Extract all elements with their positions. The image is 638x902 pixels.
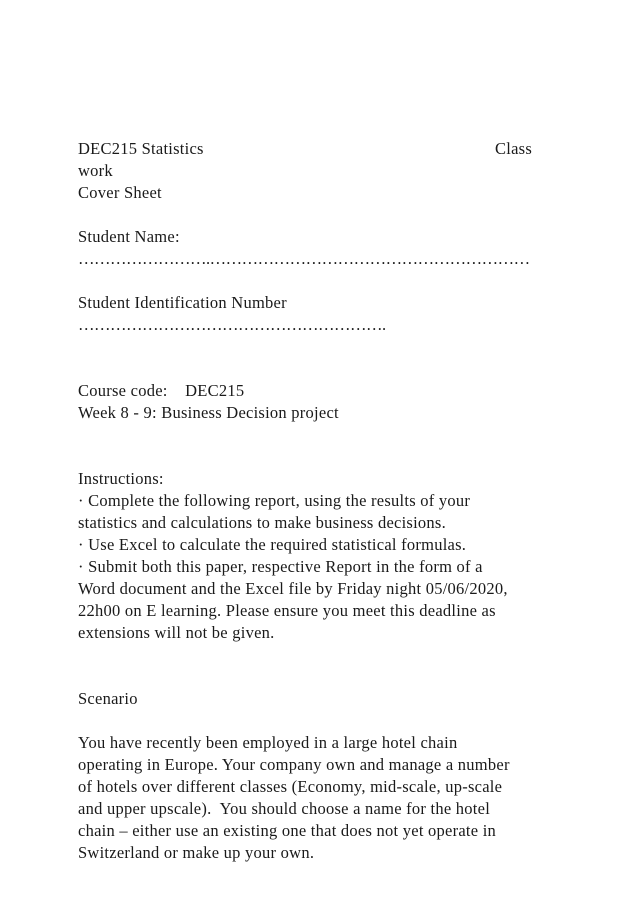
student-name-label: Student Name: xyxy=(78,227,180,246)
instruction-line: Word document and the Excel file by Friday night 05/06/2020, xyxy=(78,579,508,598)
spacer xyxy=(78,336,548,358)
student-id-label: Student Identification Number xyxy=(78,293,287,312)
spacer xyxy=(78,710,548,732)
student-name-dots: …………………….…………………………………………………… xyxy=(78,249,530,268)
spacer xyxy=(78,358,548,380)
spacer xyxy=(78,424,548,446)
scenario-line: You have recently been employed in a large hotel chain xyxy=(78,733,458,752)
spacer xyxy=(78,204,548,226)
instruction-line: statistics and calculations to make business decisions. xyxy=(78,513,446,532)
instruction-line: 22h00 on E learning. Please ensure you meet this deadline as xyxy=(78,601,496,620)
class-label-wrap: work xyxy=(78,161,113,180)
scenario-line: chain – either use an existing one that does not yet operate in xyxy=(78,821,497,840)
instruction-line: · Submit both this paper, respective Report in the form of a xyxy=(78,557,483,576)
spacer xyxy=(78,666,548,688)
cover-sheet-title: Cover Sheet xyxy=(78,183,162,202)
spacer xyxy=(78,446,548,468)
instruction-line: · Complete the following report, using the results of your xyxy=(78,491,471,510)
course-code: Course code: DEC215 xyxy=(78,381,245,400)
title-row xyxy=(78,138,548,160)
spacer xyxy=(78,270,548,292)
instructions-heading: Instructions: xyxy=(78,469,164,488)
scenario-heading: Scenario xyxy=(78,689,138,708)
instruction-line: · Use Excel to calculate the required statistical formulas. xyxy=(78,535,467,554)
scenario-line: and upper upscale). You should choose a name for the hotel xyxy=(78,799,491,818)
week-project: Week 8 - 9: Business Decision project xyxy=(78,403,339,422)
spacer xyxy=(78,644,548,666)
instruction-line: extensions will not be given. xyxy=(78,623,275,642)
scenario-line: operating in Europe. Your company own and manage a number xyxy=(78,755,510,774)
document-page xyxy=(78,138,548,864)
course-title: DEC215 Statistics xyxy=(78,139,204,158)
student-id-dots: …………………………………………………. xyxy=(78,315,386,334)
scenario-line: of hotels over different classes (Economy, mid-scale, up-scale xyxy=(78,777,503,796)
scenario-line: Switzerland or make up your own. xyxy=(78,843,315,862)
class-label: Class xyxy=(494,139,532,158)
